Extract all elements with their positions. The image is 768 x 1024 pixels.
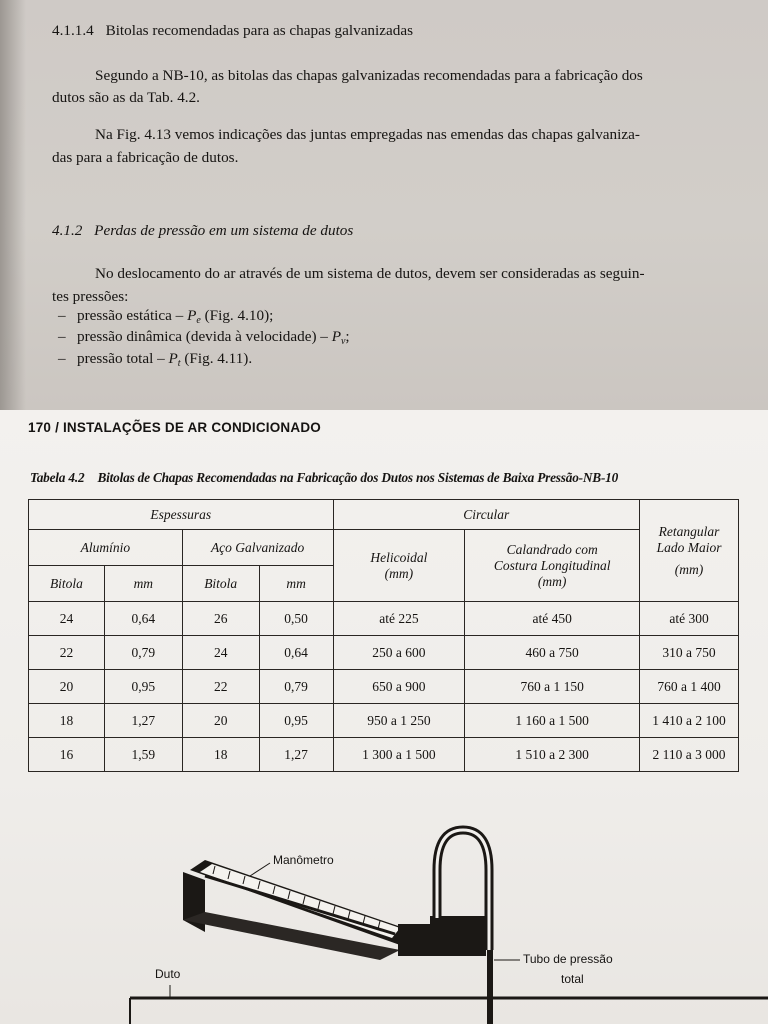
table-cell-helicoidal: 1 300 a 1 500 <box>333 738 465 772</box>
subscript: v <box>340 336 346 347</box>
list-text: ; <box>345 328 350 345</box>
table-cell-aco-mm: 0,95 <box>259 704 333 738</box>
paragraph-line: dutos são as da Tab. 4.2. <box>52 89 200 106</box>
gauge-table <box>28 499 739 772</box>
list-text: (Fig. 4.10); <box>200 307 274 324</box>
paragraph-line: tes pressões: <box>52 288 129 305</box>
section-heading-4-1-1-4 <box>52 22 413 40</box>
header-circular: Circular <box>333 500 640 530</box>
section-heading-4-1-2 <box>52 222 353 240</box>
paragraph-line: das para a fabricação de dutos. <box>52 149 239 166</box>
table-cell-retangular: 310 a 750 <box>640 636 739 670</box>
header-line: Helicoidal <box>370 549 428 565</box>
table-cell-aco-bitola: 26 <box>182 602 259 636</box>
table-cell-al-mm: 0,95 <box>104 670 182 704</box>
page-gutter-shadow <box>0 0 26 410</box>
list-dash: – <box>58 307 66 324</box>
section-number: 4.1.1.4 <box>52 22 94 39</box>
table-label: Tabela 4.2 <box>30 470 85 485</box>
header-unit: (mm) <box>384 565 414 581</box>
table-cell-al-mm: 0,79 <box>104 636 182 670</box>
list-text: pressão dinâmica (devida à velocidade) – <box>76 328 332 345</box>
header-helicoidal <box>333 530 465 602</box>
list-text: pressão total – <box>76 350 169 367</box>
subscript: t <box>177 358 181 369</box>
list-text: (Fig. 4.11). <box>180 350 253 367</box>
pressure-figure <box>0 800 768 1024</box>
label-duto: Duto <box>155 967 181 981</box>
table-cell-aco-bitola: 24 <box>182 636 259 670</box>
running-header: 170 / INSTALAÇÕES DE AR CONDICIONADO <box>28 420 321 435</box>
header-unit: (mm) <box>674 561 704 577</box>
subheader-bitola: Bitola <box>29 566 105 602</box>
table-cell-al-bitola: 24 <box>29 602 105 636</box>
symbol: P <box>168 350 178 367</box>
table-cell-retangular: até 300 <box>640 602 739 636</box>
table-row <box>29 636 739 670</box>
table-caption <box>30 470 618 486</box>
section-title: Perdas de pressão em um sistema de dutos <box>94 222 354 239</box>
header-aco-galvanizado: Aço Galvanizado <box>182 530 333 566</box>
leader-line <box>250 863 270 876</box>
table-cell-aco-bitola: 20 <box>182 704 259 738</box>
symbol: P <box>187 307 197 324</box>
table-title: Bitolas de Chapas Recomendadas na Fabricação dos Dutos nos Sistemas de Baixa Pressão-NB-10 <box>97 470 619 485</box>
table-row <box>29 670 739 704</box>
header-retangular <box>640 500 739 602</box>
header-calandrado <box>465 530 640 602</box>
subheader-mm: mm <box>259 566 333 602</box>
header-espessuras: Espessuras <box>29 500 334 530</box>
header-aluminio: Alumínio <box>29 530 183 566</box>
table-cell-aco-mm: 0,50 <box>259 602 333 636</box>
table-cell-al-mm: 1,27 <box>104 704 182 738</box>
table-cell-aco-mm: 0,64 <box>259 636 333 670</box>
section-title: Bitolas recomendadas para as chapas galvanizadas <box>105 22 413 39</box>
table-row <box>29 704 739 738</box>
header-line: Costura Longitudinal <box>493 557 611 573</box>
table-cell-calandrado: até 450 <box>465 602 640 636</box>
table-cell-al-bitola: 16 <box>29 738 105 772</box>
table-cell-helicoidal: 950 a 1 250 <box>333 704 465 738</box>
table-row <box>29 738 739 772</box>
list-dash: – <box>58 328 66 345</box>
header-line: Retangular <box>658 523 720 539</box>
table-cell-aco-bitola: 18 <box>182 738 259 772</box>
label-manometro: Manômetro <box>273 853 334 867</box>
table-cell-helicoidal: até 225 <box>333 602 465 636</box>
section-number: 4.1.2 <box>52 222 83 239</box>
symbol: P <box>331 328 341 345</box>
paragraph-line: Segundo a NB-10, as bitolas das chapas galvanizadas recomendadas para a fabricação dos <box>95 67 643 84</box>
table-cell-retangular: 760 a 1 400 <box>640 670 739 704</box>
list-dash: – <box>58 350 66 367</box>
table-cell-retangular: 2 110 a 3 000 <box>640 738 739 772</box>
header-line: Lado Maior <box>656 539 722 555</box>
table-cell-helicoidal: 250 a 600 <box>333 636 465 670</box>
duct-icon <box>130 985 768 1024</box>
table-cell-retangular: 1 410 a 2 100 <box>640 704 739 738</box>
header-unit: (mm) <box>537 573 567 589</box>
table-cell-al-bitola: 22 <box>29 636 105 670</box>
table-cell-al-mm: 0,64 <box>104 602 182 636</box>
table-body <box>29 602 739 772</box>
subscript: e <box>196 315 201 326</box>
paragraph-line: Na Fig. 4.13 vemos indicações das juntas empregadas nas emendas das chapas galvaniza- <box>95 126 640 143</box>
subheader-mm: mm <box>104 566 182 602</box>
list-item <box>58 349 252 374</box>
header-line: Calandrado com <box>506 541 598 557</box>
table-cell-calandrado: 460 a 750 <box>465 636 640 670</box>
table-cell-helicoidal: 650 a 900 <box>333 670 465 704</box>
subheader-bitola: Bitola <box>182 566 259 602</box>
table-cell-al-mm: 1,59 <box>104 738 182 772</box>
table-cell-calandrado: 1 510 a 2 300 <box>465 738 640 772</box>
table-cell-calandrado: 760 a 1 150 <box>465 670 640 704</box>
table-cell-aco-mm: 0,79 <box>259 670 333 704</box>
table-cell-al-bitola: 20 <box>29 670 105 704</box>
paragraph-line: No deslocamento do ar através de um sistema de dutos, devem ser consideradas as seguin- <box>95 265 645 282</box>
label-tubo-pressao: Tubo de pressão <box>523 952 613 966</box>
table-cell-calandrado: 1 160 a 1 500 <box>465 704 640 738</box>
table-cell-al-bitola: 18 <box>29 704 105 738</box>
label-tubo-total: total <box>561 972 584 986</box>
table-cell-aco-mm: 1,27 <box>259 738 333 772</box>
list-text: pressão estática – <box>76 307 188 324</box>
table-cell-aco-bitola: 22 <box>182 670 259 704</box>
table-row <box>29 602 739 636</box>
